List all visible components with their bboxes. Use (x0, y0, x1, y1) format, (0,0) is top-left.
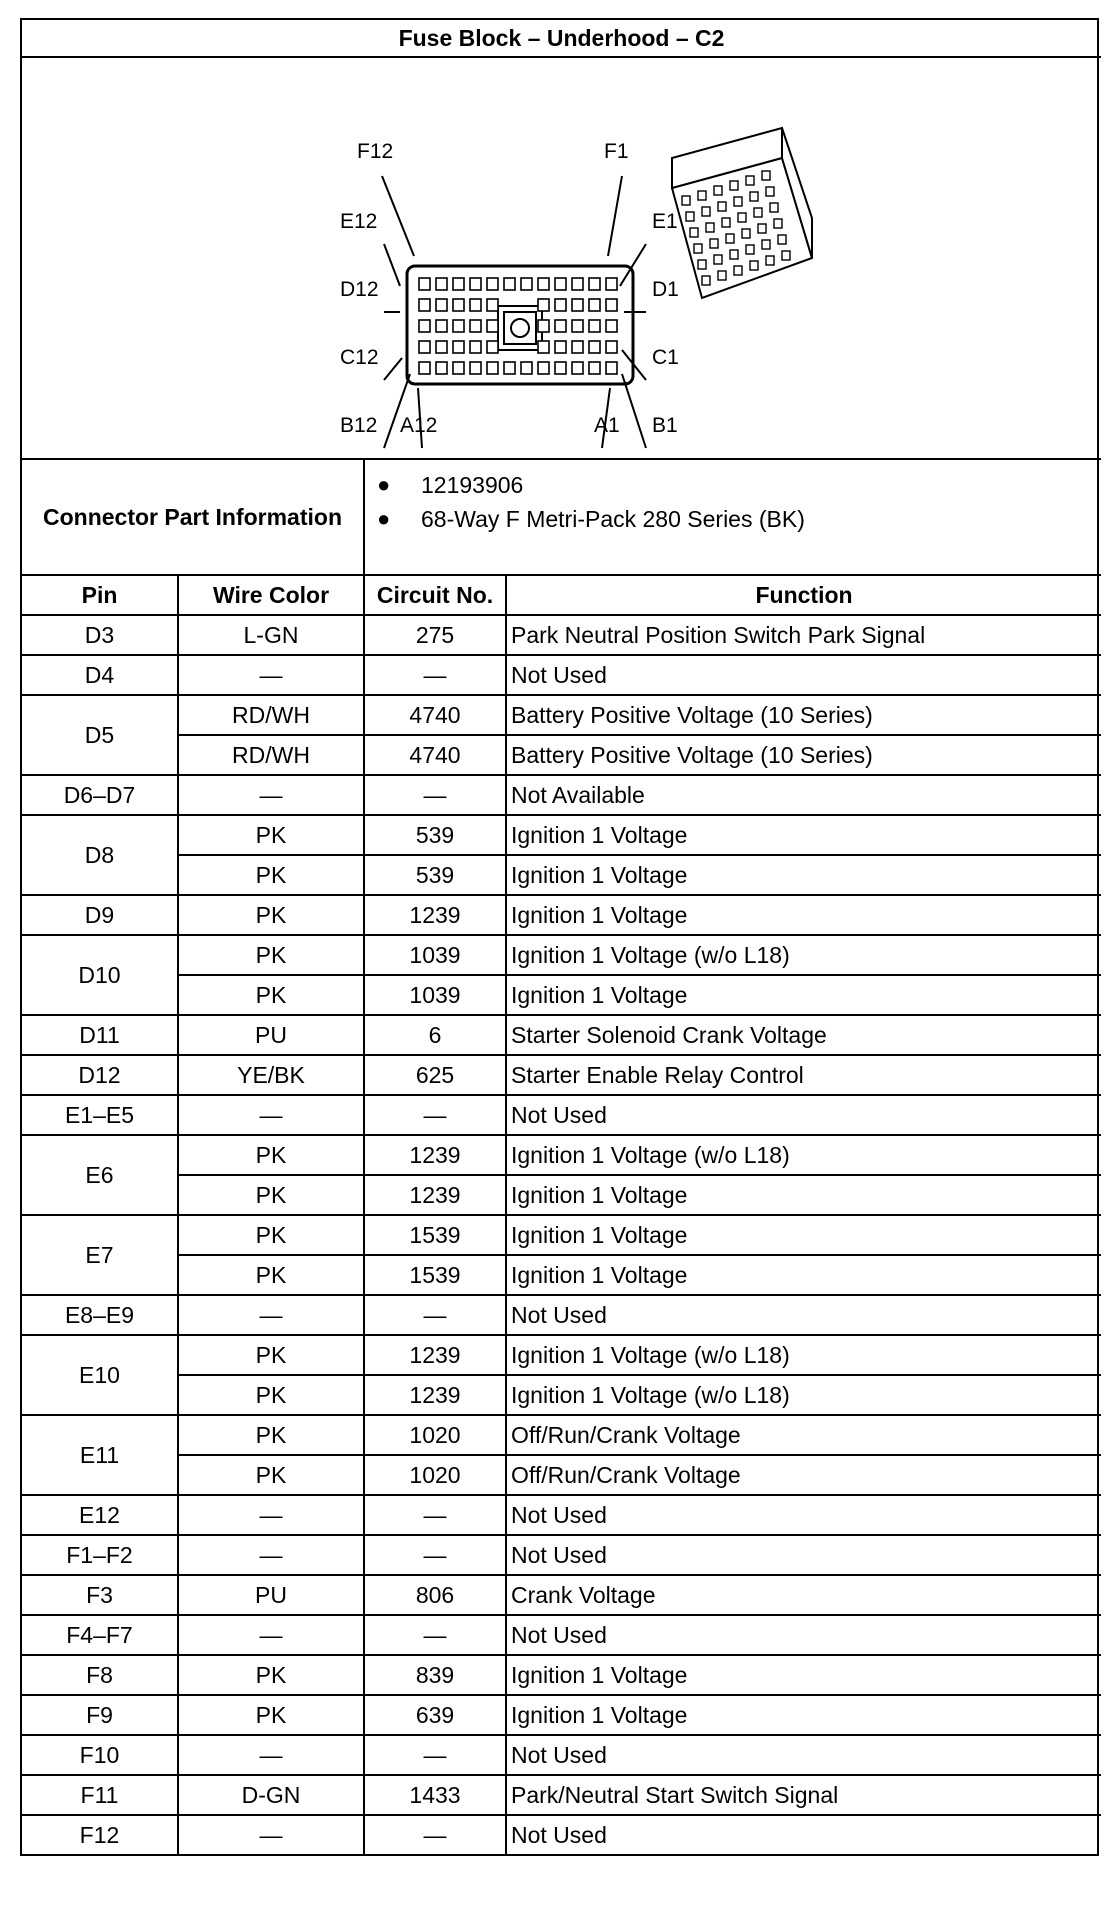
wire-color-cell: RD/WH (178, 735, 364, 775)
label-f12: F12 (357, 140, 394, 163)
table-row (22, 975, 1101, 1015)
wire-color-cell: D-GN (178, 1775, 364, 1815)
column-header-wire-color: Wire Color (178, 575, 364, 615)
wire-color-cell: PK (178, 815, 364, 855)
function-cell: Ignition 1 Voltage (506, 975, 1101, 1015)
function-cell: Not Used (506, 1815, 1101, 1854)
table-row (22, 1215, 1101, 1255)
label-c1: C1 (652, 346, 679, 369)
function-cell: Battery Positive Voltage (10 Series) (506, 695, 1101, 735)
bullet-icon: ● (377, 472, 391, 497)
table-row (22, 815, 1101, 855)
circuit-cell: 806 (364, 1575, 506, 1615)
wire-color-cell: PK (178, 895, 364, 935)
pin-cell: D11 (22, 1015, 178, 1055)
function-cell: Ignition 1 Voltage (w/o L18) (506, 1135, 1101, 1175)
pin-cell: F9 (22, 1695, 178, 1735)
table-row (22, 1015, 1101, 1055)
circuit-cell: — (364, 1615, 506, 1655)
circuit-cell: 6 (364, 1015, 506, 1055)
circuit-cell: 275 (364, 615, 506, 655)
function-cell: Ignition 1 Voltage (506, 1695, 1101, 1735)
label-f1: F1 (604, 140, 629, 163)
function-cell: Not Used (506, 1095, 1101, 1135)
wire-color-cell: — (178, 775, 364, 815)
pin-cell: D8 (22, 815, 178, 895)
circuit-cell: 1239 (364, 1175, 506, 1215)
function-cell: Park/Neutral Start Switch Signal (506, 1775, 1101, 1815)
connector-face (407, 266, 633, 384)
function-cell: Not Available (506, 775, 1101, 815)
function-cell: Ignition 1 Voltage (w/o L18) (506, 935, 1101, 975)
circuit-cell: — (364, 1535, 506, 1575)
function-cell: Ignition 1 Voltage (506, 1175, 1101, 1215)
circuit-cell: 1539 (364, 1215, 506, 1255)
label-a1: A1 (594, 414, 620, 437)
function-cell: Crank Voltage (506, 1575, 1101, 1615)
wire-color-cell: — (178, 1735, 364, 1775)
pin-cell: E1–E5 (22, 1095, 178, 1135)
table-row (22, 655, 1101, 695)
wire-color-cell: — (178, 1295, 364, 1335)
wire-color-cell: PK (178, 1215, 364, 1255)
function-cell: Ignition 1 Voltage (506, 855, 1101, 895)
circuit-cell: 839 (364, 1655, 506, 1695)
function-cell: Ignition 1 Voltage (w/o L18) (506, 1335, 1101, 1375)
circuit-cell: 1020 (364, 1455, 506, 1495)
function-cell: Off/Run/Crank Voltage (506, 1415, 1101, 1455)
function-cell: Not Used (506, 655, 1101, 695)
label-b1: B1 (652, 414, 678, 437)
circuit-cell: 1020 (364, 1415, 506, 1455)
table-row (22, 1655, 1101, 1695)
label-d12: D12 (340, 278, 379, 301)
pin-cell: D10 (22, 935, 178, 1015)
pin-cell: E10 (22, 1335, 178, 1415)
circuit-cell: 1039 (364, 935, 506, 975)
circuit-cell: 1239 (364, 895, 506, 935)
table-row (22, 1535, 1101, 1575)
circuit-cell: 1239 (364, 1375, 506, 1415)
pin-cell: D9 (22, 895, 178, 935)
connector-diagram (22, 58, 1097, 458)
table-row (22, 615, 1101, 655)
table-row (22, 1095, 1101, 1135)
function-cell: Ignition 1 Voltage (506, 1215, 1101, 1255)
function-cell: Ignition 1 Voltage (w/o L18) (506, 1375, 1101, 1415)
wire-color-cell: PK (178, 1455, 364, 1495)
connector-info-label: Connector Part Information (22, 459, 364, 575)
function-cell: Ignition 1 Voltage (506, 1255, 1101, 1295)
circuit-cell: 639 (364, 1695, 506, 1735)
wire-color-cell: — (178, 1615, 364, 1655)
circuit-cell: 625 (364, 1055, 506, 1095)
function-cell: Ignition 1 Voltage (506, 815, 1101, 855)
pin-cell: E12 (22, 1495, 178, 1535)
wire-color-cell: PK (178, 1375, 364, 1415)
wire-color-cell: — (178, 1095, 364, 1135)
label-e12: E12 (340, 210, 378, 233)
function-cell: Park Neutral Position Switch Park Signal (506, 615, 1101, 655)
table-row (22, 1615, 1101, 1655)
connector-diagram-cell (22, 57, 1101, 459)
table-row (22, 1575, 1101, 1615)
function-cell: Not Used (506, 1495, 1101, 1535)
circuit-cell: 539 (364, 815, 506, 855)
function-cell: Starter Solenoid Crank Voltage (506, 1015, 1101, 1055)
table-row (22, 1255, 1101, 1295)
circuit-cell: — (364, 1735, 506, 1775)
circuit-cell: 4740 (364, 695, 506, 735)
pin-cell: F4–F7 (22, 1615, 178, 1655)
wire-color-cell: PK (178, 935, 364, 975)
circuit-cell: — (364, 655, 506, 695)
table-row (22, 1455, 1101, 1495)
pin-cell: F8 (22, 1655, 178, 1695)
table-row (22, 775, 1101, 815)
pin-cell: F12 (22, 1815, 178, 1854)
column-header-row (22, 575, 1101, 615)
function-cell: Not Used (506, 1535, 1101, 1575)
connector-table (22, 20, 1101, 1854)
pin-cell: F11 (22, 1775, 178, 1815)
table-row (22, 1375, 1101, 1415)
pin-cell: E11 (22, 1415, 178, 1495)
pin-cell: E6 (22, 1135, 178, 1215)
column-header-pin: Pin (22, 575, 178, 615)
wire-color-cell: PK (178, 975, 364, 1015)
wire-color-cell: PK (178, 1415, 364, 1455)
table-row (22, 1415, 1101, 1455)
table-row (22, 935, 1101, 975)
table-row (22, 735, 1101, 775)
pin-cell: D12 (22, 1055, 178, 1095)
label-e1: E1 (652, 210, 678, 233)
wire-color-cell: PK (178, 855, 364, 895)
table-row (22, 1735, 1101, 1775)
circuit-cell: — (364, 775, 506, 815)
label-a12: A12 (400, 414, 438, 437)
circuit-cell: — (364, 1815, 506, 1854)
table-row (22, 855, 1101, 895)
wire-color-cell: — (178, 655, 364, 695)
pin-cell: D4 (22, 655, 178, 695)
pin-cell: D5 (22, 695, 178, 775)
wire-color-cell: PU (178, 1015, 364, 1055)
pin-cell: D6–D7 (22, 775, 178, 815)
pin-cell: F1–F2 (22, 1535, 178, 1575)
pin-cell: F10 (22, 1735, 178, 1775)
connector-description: 68-Way F Metri-Pack 280 Series (BK) (421, 506, 805, 532)
label-b12: B12 (340, 414, 378, 437)
wire-color-cell: — (178, 1535, 364, 1575)
table-row (22, 1055, 1101, 1095)
circuit-cell: 1039 (364, 975, 506, 1015)
column-header-function: Function (506, 575, 1101, 615)
table-row (22, 1135, 1101, 1175)
function-cell: Starter Enable Relay Control (506, 1055, 1101, 1095)
table-row (22, 1775, 1101, 1815)
table-row (22, 1495, 1101, 1535)
wire-color-cell: — (178, 1495, 364, 1535)
function-cell: Not Used (506, 1735, 1101, 1775)
connector-info-item (377, 468, 1101, 502)
wire-color-cell: L-GN (178, 615, 364, 655)
function-cell: Not Used (506, 1615, 1101, 1655)
wire-color-cell: PK (178, 1255, 364, 1295)
connector-info-values (364, 459, 1101, 575)
circuit-cell: 1239 (364, 1135, 506, 1175)
circuit-cell: 1433 (364, 1775, 506, 1815)
function-cell: Battery Positive Voltage (10 Series) (506, 735, 1101, 775)
wire-color-cell: YE/BK (178, 1055, 364, 1095)
wire-color-cell: PK (178, 1335, 364, 1375)
pin-cell: F3 (22, 1575, 178, 1615)
circuit-cell: 4740 (364, 735, 506, 775)
wire-color-cell: PK (178, 1655, 364, 1695)
function-cell: Off/Run/Crank Voltage (506, 1455, 1101, 1495)
table-row (22, 1815, 1101, 1854)
connector-3d-view (672, 128, 812, 298)
function-cell: Ignition 1 Voltage (506, 1655, 1101, 1695)
table-row (22, 1695, 1101, 1735)
circuit-cell: 1239 (364, 1335, 506, 1375)
connector-info-item (377, 502, 1101, 536)
function-cell: Ignition 1 Voltage (506, 895, 1101, 935)
connector-sheet (20, 18, 1099, 1856)
label-c12: C12 (340, 346, 379, 369)
circuit-cell: — (364, 1295, 506, 1335)
circuit-cell: 1539 (364, 1255, 506, 1295)
circuit-cell: — (364, 1095, 506, 1135)
column-header-circuit: Circuit No. (364, 575, 506, 615)
pin-cell: D3 (22, 615, 178, 655)
label-d1: D1 (652, 278, 679, 301)
page-title: Fuse Block – Underhood – C2 (22, 20, 1101, 57)
table-row (22, 695, 1101, 735)
bullet-icon: ● (377, 506, 391, 531)
part-number: 12193906 (421, 472, 524, 498)
table-row (22, 1295, 1101, 1335)
wire-color-cell: PK (178, 1695, 364, 1735)
table-row (22, 1175, 1101, 1215)
wire-color-cell: PK (178, 1175, 364, 1215)
circuit-cell: 539 (364, 855, 506, 895)
pin-cell: E8–E9 (22, 1295, 178, 1335)
pin-cell: E7 (22, 1215, 178, 1295)
wire-color-cell: RD/WH (178, 695, 364, 735)
table-row (22, 1335, 1101, 1375)
function-cell: Not Used (506, 1295, 1101, 1335)
wire-color-cell: — (178, 1815, 364, 1854)
wire-color-cell: PK (178, 1135, 364, 1175)
wire-color-cell: PU (178, 1575, 364, 1615)
table-row (22, 895, 1101, 935)
circuit-cell: — (364, 1495, 506, 1535)
